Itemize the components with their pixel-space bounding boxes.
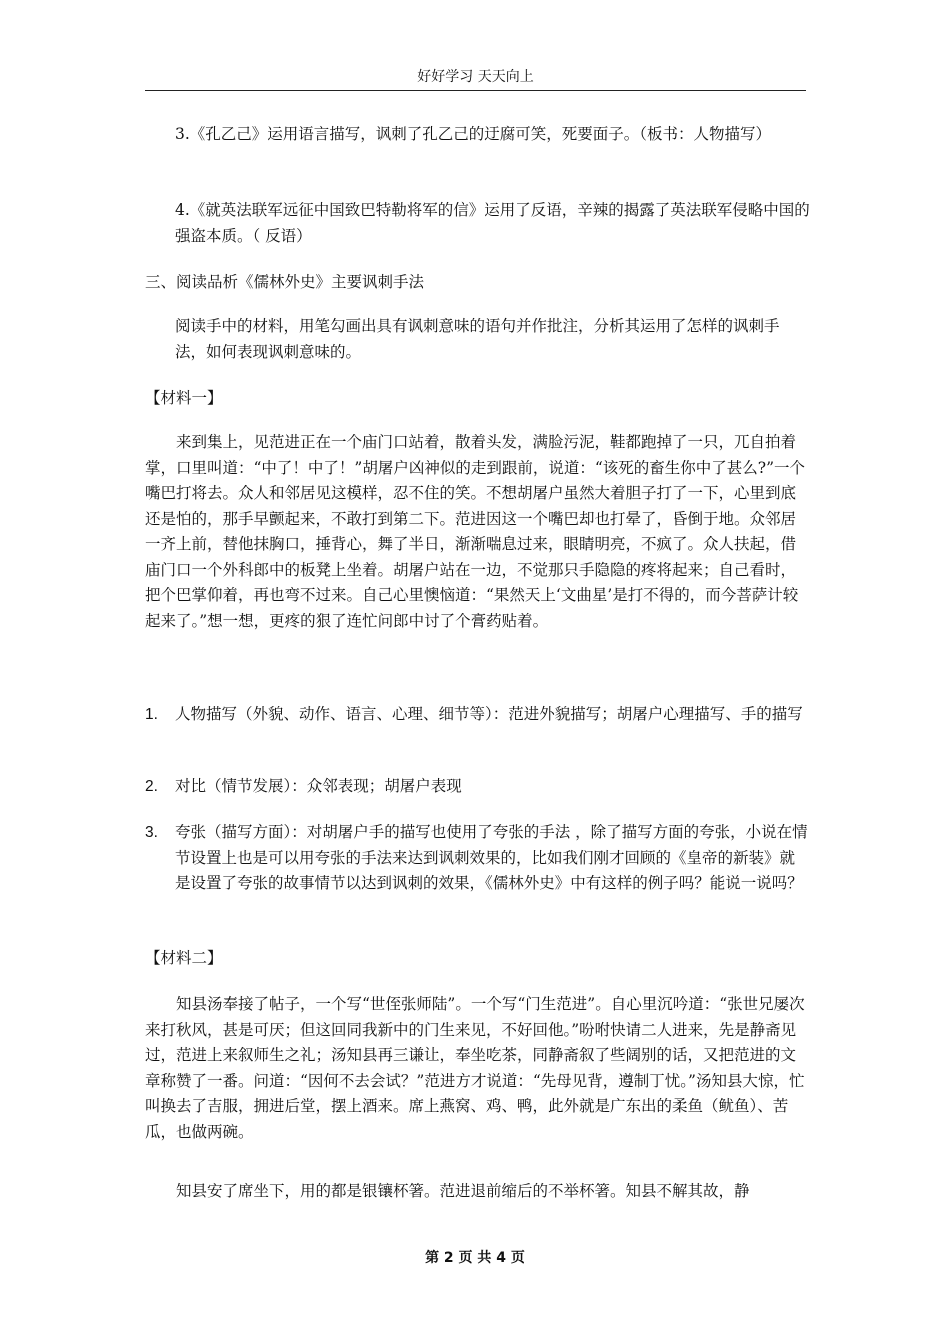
analysis-point — [145, 774, 809, 800]
analysis-point — [145, 820, 809, 897]
list-item: 3.《孔乙己》运用语言描写，讽刺了孔乙己的迂腐可笑，死要面子。（板书：人物描写） — [175, 125, 772, 143]
page-footer — [0, 1247, 950, 1267]
point-number: 2. — [145, 778, 158, 795]
material-one-passage: 来到集上，见范进正在一个庙门口站着，散着头发，满脸污泥，鞋都跑掉了一只，兀自拍着掌，口里叫道：“中了！中了！”胡屠户凶神似的走到跟前，说道：“该死的畜生你中了甚么?”一个嘴巴打将去。众人和邻居见这模样，忍不住的笑。不想胡屠户虽然大着胆子打了一下，心里到底还是怕的，那手早颤起来，不敢打到第二下。范进因这一个嘴巴却也打晕了，昏倒于地。众邻居一齐上前，替他抹胸口，捶背心，舞了半日，渐渐喘息过来，眼睛明亮，不疯了。众人扶起，借庙门口一个外科郎中的板凳上坐着。胡屠户站在一边，不觉那只手隐隐的疼将起来；自己看时，把个巴掌仰着，再也弯不过来。自己心里懊恼道：“果然天上‘文曲星’是打不得的，而今菩萨计较起来了。”想一想，更疼的狠了连忙问郎中讨了个膏药贴着。 — [145, 433, 806, 630]
point-number: 3. — [145, 824, 158, 841]
point-text: 对比（情节发展）：众邻表现；胡屠户表现 — [175, 777, 462, 795]
point-number: 1. — [145, 706, 158, 723]
section-heading: 三、阅读品析《儒林外史》主要讽刺手法 — [145, 273, 425, 291]
section-intro: 阅读手中的材料，用笔勾画出具有讽刺意味的语句并作批注，分析其运用了怎样的讽刺手法，如何表现讽刺意味的。 — [175, 317, 780, 361]
analysis-point — [145, 702, 809, 728]
page-header — [145, 66, 806, 91]
material-two-passage-continued: 知县安了席坐下，用的都是银镶杯箸。范进退前缩后的不举杯箸。知县不解其故，静 — [176, 1182, 750, 1200]
point-text: 人物描写（外貌、动作、语言、心理、细节等）：范进外貌描写；胡屠户心理描写、手的描写 — [175, 705, 803, 723]
page-number: 第 2 页 共 4 页 — [425, 1250, 525, 1266]
header-title: 好好学习 天天向上 — [417, 69, 534, 85]
material-one-label: 【材料一】 — [145, 389, 223, 407]
material-two-passage: 知县汤奉接了帖子，一个写“世侄张师陆”。一个写“门生范进”。自心里沉吟道：“张世兄屡次来打秋风，甚是可厌；但这回同我新中的门生来见，不好回他。”吩咐快请二人进来，先是静斋见过，范进上来叙师生之礼；汤知县再三谦让，奉坐吃茶，同静斋叙了些阔别的话，又把范进的文章称赞了一番。问道：“因何不去会试？”范进方才说道：“先母见背，遵制丁忧。”汤知县大惊，忙叫换去了吉服，拥进后堂，摆上酒来。席上燕窝、鸡、鸭，此外就是广东出的柔鱼（鱿鱼）、苦瓜，也做两碗。 — [145, 995, 805, 1141]
material-two-label: 【材料二】 — [145, 949, 223, 967]
point-text: 夸张（描写方面）：对胡屠户手的描写也使用了夸张的手法 ，除了描写方面的夸张，小说在情节设置上也是可以用夸张的手法来达到讽刺效果的，比如我们刚才回顾的《皇帝的新装》就是设置了夸张的故事情节以达到讽刺的效果，《儒林外史》中有这样的例子吗？能说一说吗？ — [175, 823, 808, 892]
list-item: 4.《就英法联军远征中国致巴特勒将军的信》运用了反语，辛辣的揭露了英法联军侵略中国的强盗本质。（ 反语） — [175, 201, 810, 245]
